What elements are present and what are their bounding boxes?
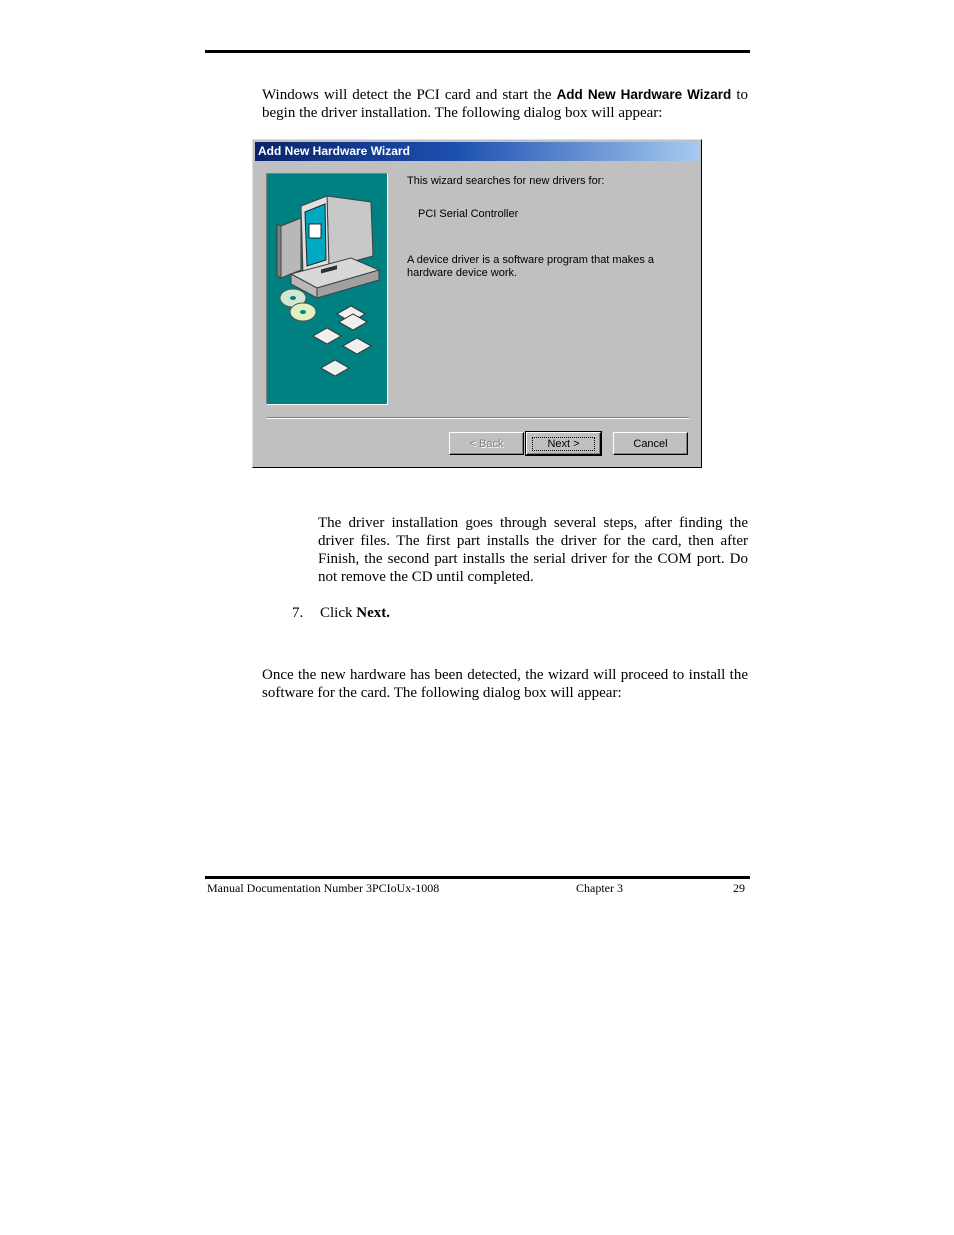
step-7 xyxy=(292,604,592,622)
computer-illustration-icon xyxy=(267,174,387,404)
dialog-separator xyxy=(266,417,689,419)
next-button-label: Next > xyxy=(532,437,594,451)
wizard-name: Add New Hardware Wizard xyxy=(556,87,732,102)
intro-paragraph xyxy=(262,86,748,122)
footer-chapter: Chapter 3 xyxy=(576,881,623,895)
step-number: 7. xyxy=(292,605,304,621)
footer-rule xyxy=(205,876,750,879)
footer-doc-number: Manual Documentation Number 3PCIoUx-1008 xyxy=(207,881,440,895)
step-text: Click xyxy=(320,605,357,621)
cancel-button[interactable]: Cancel xyxy=(613,432,688,455)
driver-description-line2: hardware device work. xyxy=(407,267,518,279)
next-button[interactable] xyxy=(526,432,601,455)
header-rule xyxy=(205,50,750,53)
intro-text-before: Windows will detect the PCI card and start the xyxy=(262,87,557,103)
footer-page-number: 29 xyxy=(733,881,745,895)
dialog-intro-text: This wizard searches for new drivers for: xyxy=(407,175,605,187)
step-bold: Next. xyxy=(356,605,390,621)
outro-paragraph: Once the new hardware has been detected, the wizard will proceed to install the software for the card. The following dialog box will appear: xyxy=(262,667,748,701)
intro-text-after: to begin the driver installation. The following dialog box will appear: xyxy=(262,87,749,121)
back-button[interactable]: < Back xyxy=(449,432,524,455)
driver-description-line1: A device driver is a software program that makes a xyxy=(407,254,654,266)
note-paragraph: The driver installation goes through several steps, after finding the driver files. The first part installs the driver for the card, then after Finish, the second part installs the serial driver for the COM port. Do not remove the CD until completed. xyxy=(318,515,748,585)
add-new-hardware-dialog xyxy=(252,139,702,468)
device-name: PCI Serial Controller xyxy=(418,208,519,220)
wizard-illustration-panel xyxy=(266,173,388,405)
dialog-titlebar: Add New Hardware Wizard xyxy=(255,142,699,161)
